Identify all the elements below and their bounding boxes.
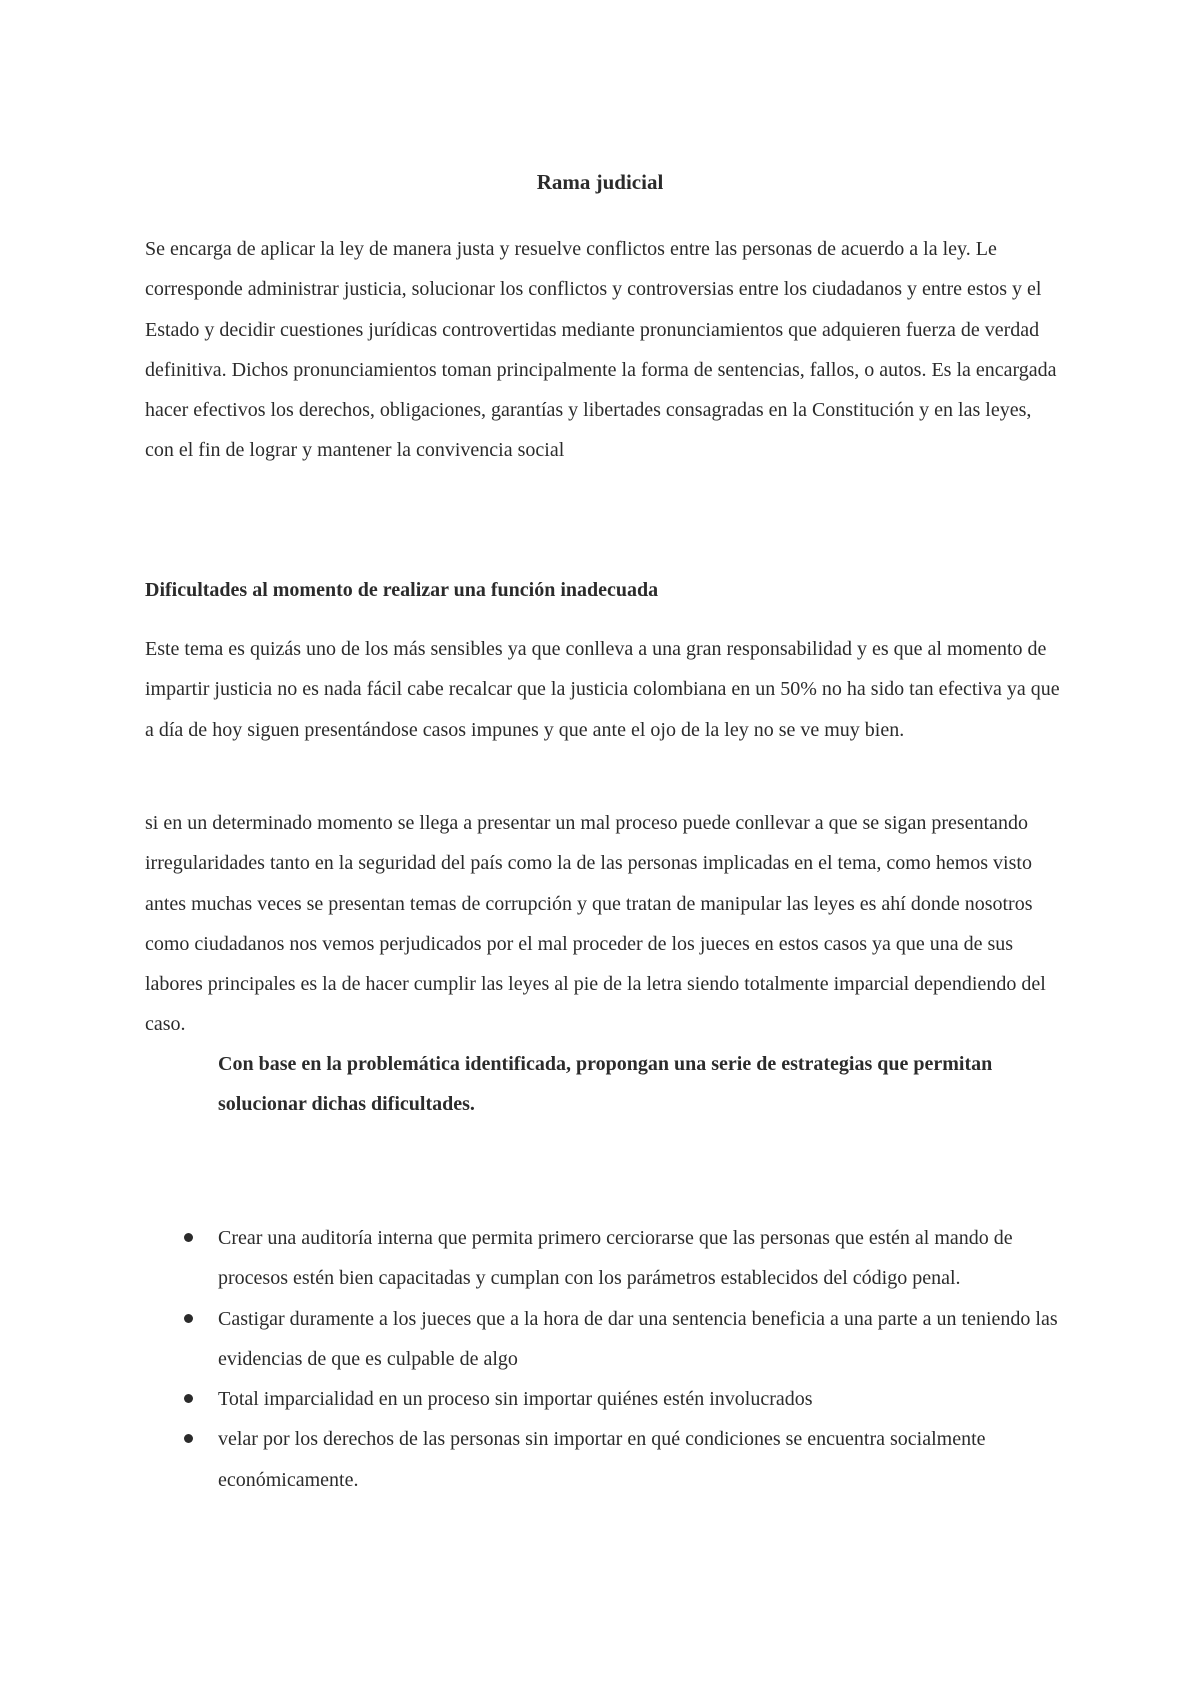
list-item-text: Castigar duramente a los jueces que a la hora de dar una sentencia beneficia a una parte a un teniendo las evidencias de que es culpable de algo <box>218 1307 1058 1370</box>
list-item-text: velar por los derechos de las personas sin importar en qué condiciones se encuentra socialmente económicamente. <box>218 1428 986 1491</box>
list-item-text: Total imparcialidad en un proceso sin importar quiénes estén involucrados <box>218 1388 813 1411</box>
bullet-icon <box>184 1314 193 1323</box>
list-item-text: Crear una auditoría interna que permita primero cerciorarse que las personas que estén al mando de procesos estén bien capacitadas y cumplan con los parámetros establecidos del código penal. <box>218 1227 1013 1290</box>
section-paragraph-1: Este tema es quizás uno de los más sensibles ya que conlleva a una gran responsabilidad y es que al momento de impartir justicia no es nada fácil cabe recalcar que la justicia colombiana en un 50% no ha sido tan efectiva ya que a día de hoy siguen presentándose casos impunes y que ante el ojo de la ley no se ve muy bien. <box>145 638 1060 741</box>
bullet-icon <box>184 1434 193 1443</box>
section-paragraph-2: si en un determinado momento se llega a presentar un mal proceso puede conllevar a que se sigan presentando irregularidades tanto en la seguridad del país como la de las personas implicadas en el tema, como hemos visto antes muchas veces se presentan temas de corrupción y que tratan de manipular las leyes es ahí donde nosotros como ciudadanos nos vemos perjudicados por el mal proceder de los jueces en estos casos ya que una de sus labores principales es la de hacer cumplir las leyes al pie de la letra siendo totalmente imparcial dependiendo del caso. <box>145 812 1046 1036</box>
list-item <box>0 1299 1068 1380</box>
section-heading: Dificultades al momento de realizar una función inadecuada <box>145 579 659 601</box>
list-item <box>0 1379 1068 1419</box>
strategies-list <box>0 1218 1200 1500</box>
list-item <box>0 1218 1068 1299</box>
question-heading: Con base en la problemática identificada, propongan una serie de estrategias que permitan solucionar dichas dificultades. <box>218 1053 993 1115</box>
bullet-icon <box>184 1233 193 1242</box>
document-title: Rama judicial <box>536 170 664 194</box>
intro-paragraph: Se encarga de aplicar la ley de manera justa y resuelve conflictos entre las personas de acuerdo a la ley. Le corresponde administrar justicia, solucionar los conflictos y controversias entre los ciudadanos y entre estos y el Estado y decidir cuestiones jurídicas controvertidas mediante pronunciamientos que adquieren fuerza de verdad definitiva. Dichos pronunciamientos toman principalmente la forma de sentencias, fallos, o autos. Es la encargada hacer efectivos los derechos, obligaciones, garantías y libertades consagradas en la Constitución y en las leyes, con el fin de lograr y mantener la convivencia social <box>145 238 1057 462</box>
bullet-icon <box>184 1394 193 1403</box>
list-item <box>0 1419 1068 1500</box>
